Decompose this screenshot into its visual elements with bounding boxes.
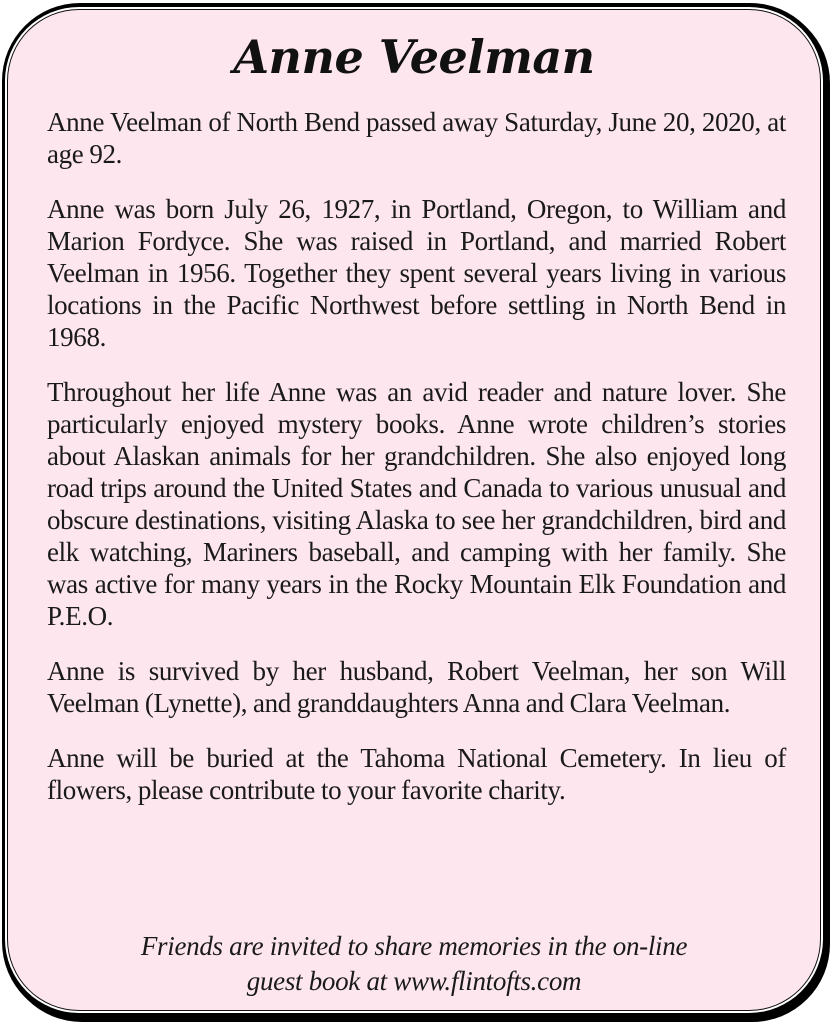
guest-book-line-1: Friends are invited to share memories in the on-line — [140, 931, 688, 961]
paragraph-interests: Throughout her life Anne was an avid reader and nature lover. She particularly enjoyed mystery books. Anne wrote children’s stories about Alaskan animals for her grandchildren. She also enjoyed long road trips around the United States and Canada to various unusual and obscure destinations, visiting Alaska to see her grandchildren, bird and elk watching, Mariners baseball, and camping with her family. She was active for many years in the Rocky Mountain Elk Foundation and P.E.O. — [47, 377, 786, 631]
obituary-body — [47, 106, 786, 829]
paragraph-survivors: Anne is survived by her husband, Robert Veelman, her son Will Veelman (Lynette), and granddaughters Anna and Clara Veelman. — [47, 656, 786, 718]
paragraph-death-notice: Anne Veelman of North Bend passed away Saturday, June 20, 2020, at age 92. — [47, 107, 786, 169]
paragraph-early-life: Anne was born July 26, 1927, in Portland, Oregon, to William and Marion Fordyce. She was raised in Portland, and married Robert Veelman in 1956. Together they spent several years living in various locations in the Pacific Northwest before settling in North Bend in 1968. — [47, 194, 786, 352]
guest-book-line-2: guest book at www.flintofts.com — [246, 966, 582, 996]
paragraph-burial: Anne will be buried at the Tahoma National Cemetery. In lieu of flowers, please contribute to your favorite charity. — [47, 743, 786, 805]
obituary-card — [8, 10, 820, 1010]
guest-book-note — [8, 929, 820, 999]
obituary-title: Anne Veelman — [233, 30, 595, 84]
